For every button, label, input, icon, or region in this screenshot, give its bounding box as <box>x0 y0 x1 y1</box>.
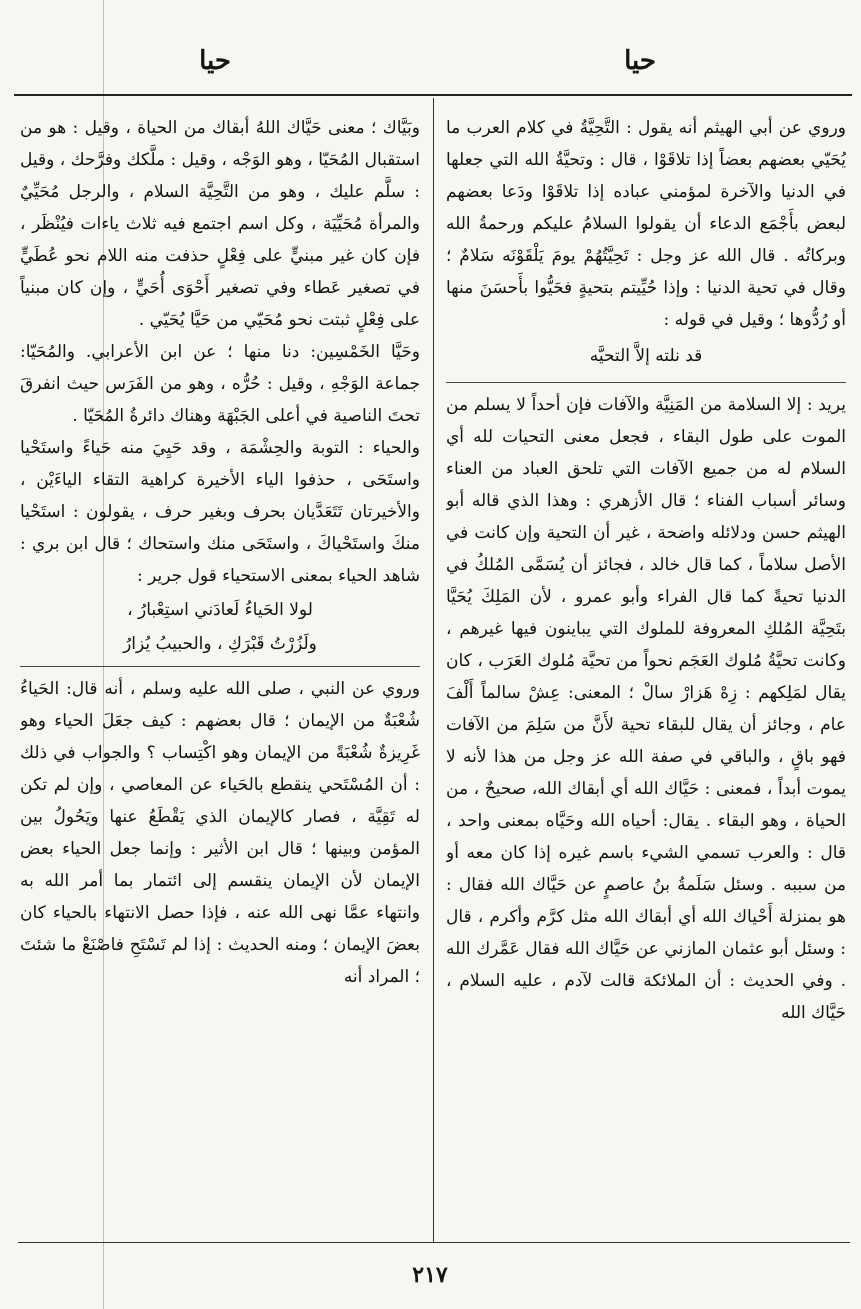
verse-separator <box>446 382 846 383</box>
right-column <box>446 112 846 1236</box>
paragraph: يريد : إلا السلامة من المَنِيَّة والآفات فإن أحداً لا يسلم من الموت على طول البقاء ، فجعل معنى التحيات لله أي السلام له من جميع الآفات التي تلحق العباد من العناء وسائر أسباب الفناء ؛ قال الأزهري : وهذا الذي قاله أبو الهيثم حسن ودلائله واضحة ، غير أن التحية وإن كانت في الأصل سلاماً ، كما قال خالد ، فجائز أن يُسَمَّى المُلكُ في الدنيا تحيةً كما قال الفراء وأبو عمرو ، لأن المَلِكَ يُحَيَّا بتَحِيَّة المُلكِ المعروفة للملوك التي يباينون فيها غيرهم ، وكانت تحيَّةُ مُلوك العَجَم نحواً من تحيَّة مُلوك العَرَب ، كان يقال لمَلِكهم : زِهْ هَزارْ سالْ ؛ المعنى: عِشْ سالماً أَلْفَ عام ، وجائز أن يقال للبقاء تحية لأَنَّ من سَلِمَ من الآفات فهو باقٍ ، والباقي في صفة الله عز وجل من هذا لأنه لا يموت أبداً ، فمعنى : حَيَّاك الله أي أبقاك الله، صحيحٌ ، من الحياة ، وهو البقاء . يقال: أحياه الله وحَيَّاه بمعنى واحد ، قال : والعرب تسمي الشيء باسم غيره إذا كان معه أو من سببه . وسئل سَلَمةُ بنُ عاصمٍ عن حَيَّاك الله فقال : هو بمنزلة أَحْياك الله أي أبقاك الله مثل كرَّم وأكرم ، قال : وسئل أبو عثمان المازني عن حَيَّاك الله فقال عَمَّرك الله . وفي الحديث : أن الملائكة قالت لآدم ، عليه السلام ، حَيَّاك الله <box>446 395 846 1023</box>
page-number: ٢١٧ <box>412 1262 448 1288</box>
running-headword-left: حيا <box>199 46 231 76</box>
paragraph: وروي عن النبي ، صلى الله عليه وسلم ، أنه قال: الحَياءُ شُعْبَةٌ من الإيمان ؛ قال بعضهم : كيف جعَلَ الحياء وهو غَرِيزةٌ شُعْبَةً من الإيمان وهو اكْتِساب ؟ والجواب في ذلك : أن المُسْتَحي ينقطع بالحَياء عن المعاصي ، وإن لم تكن له تَقِيَّة ، فصار كالإيمان الذي يَقْطَعُ عنها ويَحُولُ بين المؤمن وبينها ؛ قال ابن الأثير : وإنما جعل الحياء بعض الإيمان لأن الإيمان ينقسم إلى ائتمار بما أمر الله به وانتهاء عمَّا نهى الله عنه ، فإذا حصل الانتهاء بالحياء كان بعضَ الإيمان ؛ ومنه الحديث : إذا لم تَسْتَحِ فاصْنَعْ ما شئتَ ؛ المراد أنه <box>20 679 420 987</box>
verse-line: قد نلته إلاَّ التحيَّه <box>589 346 703 366</box>
paragraph: وبَيَّاك ؛ معنى حَيَّاك اللهُ أبقاك من الحياة ، وقيل : هو من استقبال المُحَيّا ، وهو الوَجْه ، وقيل : ملَّكك وفرَّحك ، وقيل : سلَّم عليك ، وهو من التَّحِيَّة السلام ، والرجل مُحَيِّيٌ والمرأة مُحَيِّيَة ، وكل اسم اجتمع فيه ثلاث ياءات فيُنْظَر ، فإن كان غير مبنيٍّ على فِعْلٍ حذفت منه اللام نحو عُطَيٍّ في تصغير عَطاء وفي تصغير أَحْوَى أُحَيٍّ ، وإن كان مبنياً على فِعْلٍ ثبتت نحو مُحَيّي من حَيَّا يُحَيّي . <box>20 118 420 330</box>
running-headword-right: حيا <box>624 46 656 76</box>
verse-separator <box>20 666 420 667</box>
paragraph: وروي عن أبي الهيثم أنه يقول : التَّحِيَّةُ في كلام العرب ما يُحَيّي بعضهم بعضاً إذا تلاقَوْا ، قال : وتحيَّةُ الله التي جعلها في الدنيا والآخرة لمؤمني عباده إذا تلاقَوْا ودَعا بعضهم لبعض بأَجْمَع الدعاء أن يقولوا السلامُ عليكم ورحمةُ الله وبركاتُه . قال الله عز وجل : تَحِيَّتُهُمْ يومَ يَلْقَوْنَه سَلامٌ ؛ وقال في تحية الدنيا : وإذا حُيِّيتم بتحيةٍ فحَيُّوا بأَحسَنَ منها أو رُدُّوها ؛ وقيل في قوله : <box>446 118 846 330</box>
poem-verse-line: لولا الحَياءُ لَعادَني استِعْبارُ ، <box>127 600 313 620</box>
header-rule <box>14 94 852 96</box>
column-divider <box>433 98 434 1242</box>
footer-rule <box>18 1242 850 1243</box>
poem-verse-line: ولَزُرْتُ قَبْرَكِ ، والحبيبُ يُزارُ <box>123 634 317 654</box>
paragraph: وحَيَّا الخَمْسِين: دنا منها ؛ عن ابن الأعرابي. والمُحَيّا: جماعة الوَجْهِ ، وقيل : حُرُّه ، وهو من الفَرَس حيث انفرقَ تحتَ الناصية في أعلى الجَبْهَة وهناك دائرةُ المُحَيّا . <box>20 342 420 426</box>
paragraph: والحياء : التوبة والحِشْمَة ، وقد حَيِيَ منه حَياءً واستَحْيا واستَحَى ، حذفوا الياء الأخيرة كراهية التقاء الياءَيْن ، والأخيرتان تَتَعَدَّيان بحرف وبغير حرف ، يقولون : استَحْيا منكَ واستَحْياكَ ، واستَحَى منك واستحاك ؛ قال ابن بري : شاهد الحياء بمعنى الاستحياء قول جرير : <box>20 438 420 586</box>
left-column <box>20 112 420 1236</box>
